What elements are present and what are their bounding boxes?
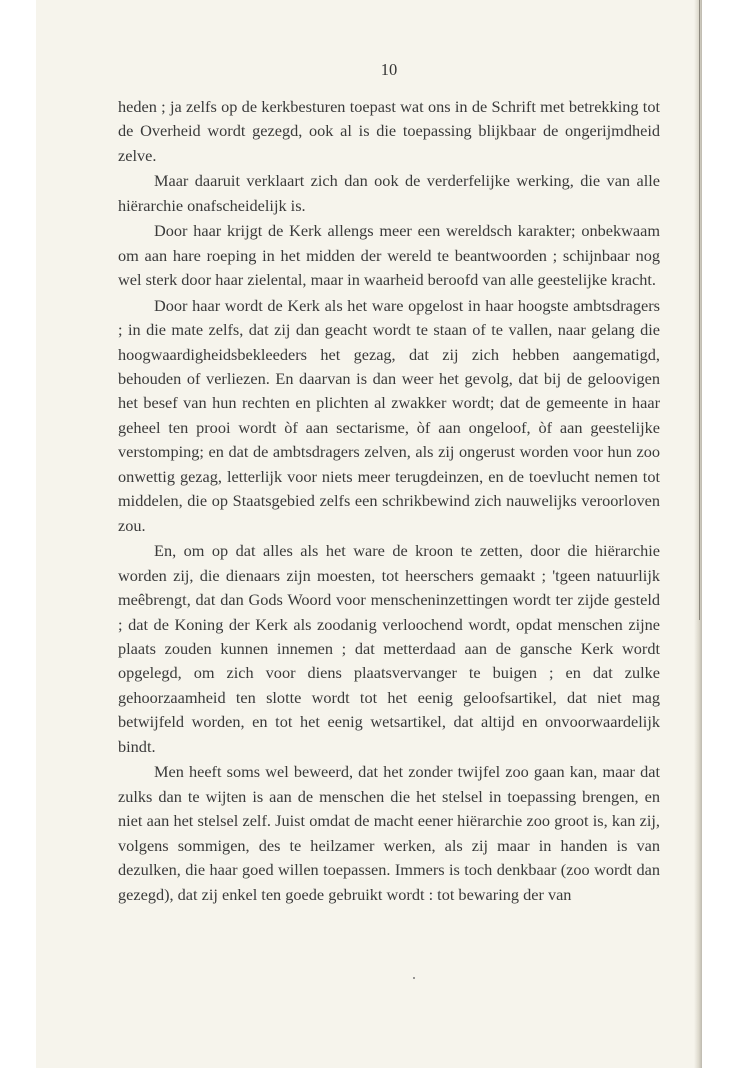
paragraph-5: En, om op dat alles als het ware de kroon te zetten, door die hiërarchie worden zij, die dienaars zijn moesten, tot heerschers gemaakt ; 'tgeen natuurlijk meêbrengt, dat dan Gods Woord voor menscheninzettingen wordt ter zijde gesteld ; dat de Koning der Kerk als zoodanig verloochend wordt, opdat menschen zijne plaats zouden kunnen innemen ; dat metterdaad aan de gansche Kerk wordt opgelegd, om zich voor diens plaatsvervanger te buigen ; en dat zulke gehoorzaamheid ten slotte wordt tot het eenig geloofsartikel, dat niet mag betwijfeld worden, en tot het eenig wetsartikel, dat altijd en onvoorwaardelijk bindt. <box>118 541 660 756</box>
paragraph-3: Door haar krijgt de Kerk allengs meer een wereldsch karakter; onbekwaam om aan hare roeping in het midden der wereld te beantwoorden ; schijnbaar nog wel sterk door haar zielental, maar in waarheid beroofd van alle geestelijke kracht. <box>118 221 660 290</box>
page-number: 10 <box>380 60 398 79</box>
paragraph-2: Maar daaruit verklaart zich dan ook de verderfelijke werking, die van alle hiërarchie onafscheidelijk is. <box>118 171 660 215</box>
paragraph-4: Door haar wordt de Kerk als het ware opgelost in haar hoogste ambtsdragers ; in die mate zelfs, dat zij dan geacht wordt te staan of te vallen, naar gelang die hoogwaardigheidsbekleeders het gezag, dat zij zich hebben aangematigd, behouden of verliezen. En daarvan is dan weer het gevolg, dat bij de geloovigen het besef van hun rechten en plichten al zwakker wordt; dat de gemeente in haar geheel ten prooi wordt òf aan sectarisme, òf aan ongeloof, òf aan geestelijke verstomping; en dat de ambtsdragers zelven, als zij ongerust worden voor hun zoo onwettig gezag, letterlijk voor niets meer terugdeinzen, en de toevlucht nemen tot middelen, die op Staatsgebied zelfs een schrikbewind zich nauwelijks veroorloven zou. <box>118 295 660 535</box>
body-text <box>118 95 660 907</box>
paragraph-1: heden ; ja zelfs op de kerkbesturen toepast wat ons in de Schrift met betrekking tot de Overheid wordt gezegd, ook al is die toepassing blijkbaar de ongerijmdheid zelve. <box>118 97 660 165</box>
page-speck <box>413 977 415 979</box>
page-edge-shadow <box>694 0 702 1068</box>
paragraph-6: Men heeft soms wel beweerd, dat het zonder twijfel zoo gaan kan, maar dat zulks dan te wijten is aan de menschen die het stelsel in toepassing brengen, en niet aan het stelsel zelf. Juist omdat de macht eener hiërarchie zoo groot is, kan zij, volgens sommigen, des te heilzamer werken, als zij maar in handen is van dezulken, die haar goed willen toepassen. Immers is toch denkbaar (zoo wordt dan gezegd), dat zij enkel ten goede gebruikt wordt : tot bewaring der van <box>118 762 660 904</box>
page-binding-line <box>699 0 700 620</box>
